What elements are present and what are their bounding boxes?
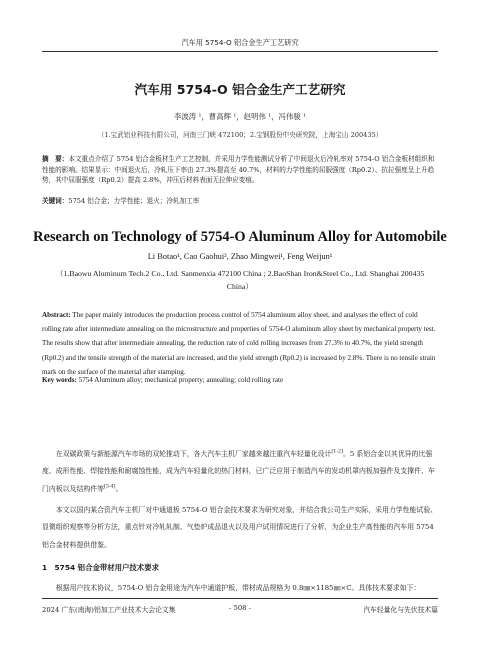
english-affiliation: （1.Baowu Aluminum Tech.2 Co., Ltd. Sanmenxia 472100 China ; 2.BaoShan Iron&Steel Co., Ltd. Shanghai 200435 China） — [55, 269, 425, 291]
para1-text-a: 在双碳政策与新能源汽车市场的双轮推动下，各大汽车主机厂家越来越注重汽车轻量化设计 — [55, 450, 332, 458]
english-abstract-text: The paper mainly introduces the production process control of 5754 aluminum alloy sheet, and analyses the effect of cold rolling rate after intermediate annealing on the microstructure and properties of 5754-O aluminum alloy sheet by mechanical property test. The results show that after intermediate annealing, the reduction rate of cold rolling increases from 27.3% to 40.7%, the yield strength (Rp0.2) and the tensile strength of the material are increased, and the yield strength (Rp0.2) is increased by 2.8%. There is no tensile strain mark on the surface of the material after stamping. — [42, 311, 436, 376]
chinese-title: 汽车用 5754-O 铝合金生产工艺研究 — [134, 82, 346, 97]
english-title: Research on Technology of 5754-O Aluminum Alloy for Automobile — [33, 229, 447, 245]
english-keywords — [42, 376, 438, 384]
english-keywords-label: Key words: — [42, 376, 77, 384]
chinese-keywords-text: 5754 铝合金；力学性能；退火；冷轧加工率 — [68, 197, 200, 205]
chinese-abstract — [42, 154, 438, 186]
footer-rule — [42, 598, 438, 599]
intro-paragraph-1 — [42, 446, 438, 498]
footer-section: 汽车轻量化与先伏技术篇 — [363, 606, 438, 614]
section-1-heading: 1 5754 铝合金带材用户技术要求 — [42, 563, 159, 572]
citation-3-4: [3-4] — [104, 484, 116, 490]
page-number: - 508 - — [229, 604, 251, 612]
english-keywords-text: 5754 Aluminum alloy; mechanical property; annealing; cold rolling rate — [78, 376, 284, 384]
para1-text-c: 。 — [115, 484, 123, 493]
header-rule — [42, 51, 438, 52]
chinese-keywords-label: 关键词： — [42, 197, 69, 205]
chinese-abstract-text: 本文重点介绍了 5754 铝合金板材生产工艺控制，并采用力学性能测试分析了中间退火后冷轧率对 5754-O 铝合金板材组织和性能的影响。结果显示：中间退火后，冷轧压下率由 27.3%提高至 40.7%，材料的力学性能的屈服强度（Rp0.2）、抗拉强度呈上升趋势，其中屈服强度（Rp0.2）提高 2.8%，冲压后材料表面无拉伸应变痕。 — [42, 155, 435, 185]
section-1-paragraph: 根据用户技术协议，5754-O 铝合金用途为汽车中通道护板，带材成品规格为 0.8㎜×1185㎜×C。具体技术要求如下： — [55, 584, 421, 592]
running-header: 汽车用 5754-O 铝合金生产工艺研究 — [181, 38, 299, 47]
chinese-affiliation: （1.宝武铝业科技有限公司，河南三门峡 472100；2.宝钢股份中央研究院，上海宝山 200435） — [97, 131, 383, 139]
citation-1-2: [1-2] — [331, 449, 343, 455]
english-authors: Li Botao¹, Cao Gaohui², Zhao Mingwei¹, Feng Weijun¹ — [147, 252, 333, 261]
chinese-keywords — [42, 196, 438, 207]
english-abstract — [42, 308, 438, 379]
chinese-abstract-label: 摘 要： — [42, 155, 69, 163]
chinese-authors: 李波涛 ¹，曹高辉 ¹，赵明伟 ¹，冯伟骏 ¹ — [173, 112, 307, 121]
para1-text-b: 。5 系铝合金以其优异的比强度、成形性能、焊接性能和耐腐蚀性能，成为汽车轻量化的热门材料，已广泛应用于制造汽车的发动机罩内板加强件及支撑件、车门内板以及结构件等 — [42, 450, 435, 493]
intro-paragraph-2: 本文以国内某合资汽车主机厂对中通道板 5754-O 铝合金技术要求为研究对象，并结合我公司生产实际，采用力学性能试验、显微组织观察等分析方法，重点针对冷轧轧制、气垫炉成品退火以及用户试用情况进行了分析，为企业生产高性能的汽车用 5754 铝合金材料提供借鉴。 — [42, 506, 438, 549]
english-abstract-label: Abstract: — [42, 311, 71, 319]
footer-proceedings: 2024 广东(南海)铝加工产业技术大会论文集 — [42, 606, 176, 614]
